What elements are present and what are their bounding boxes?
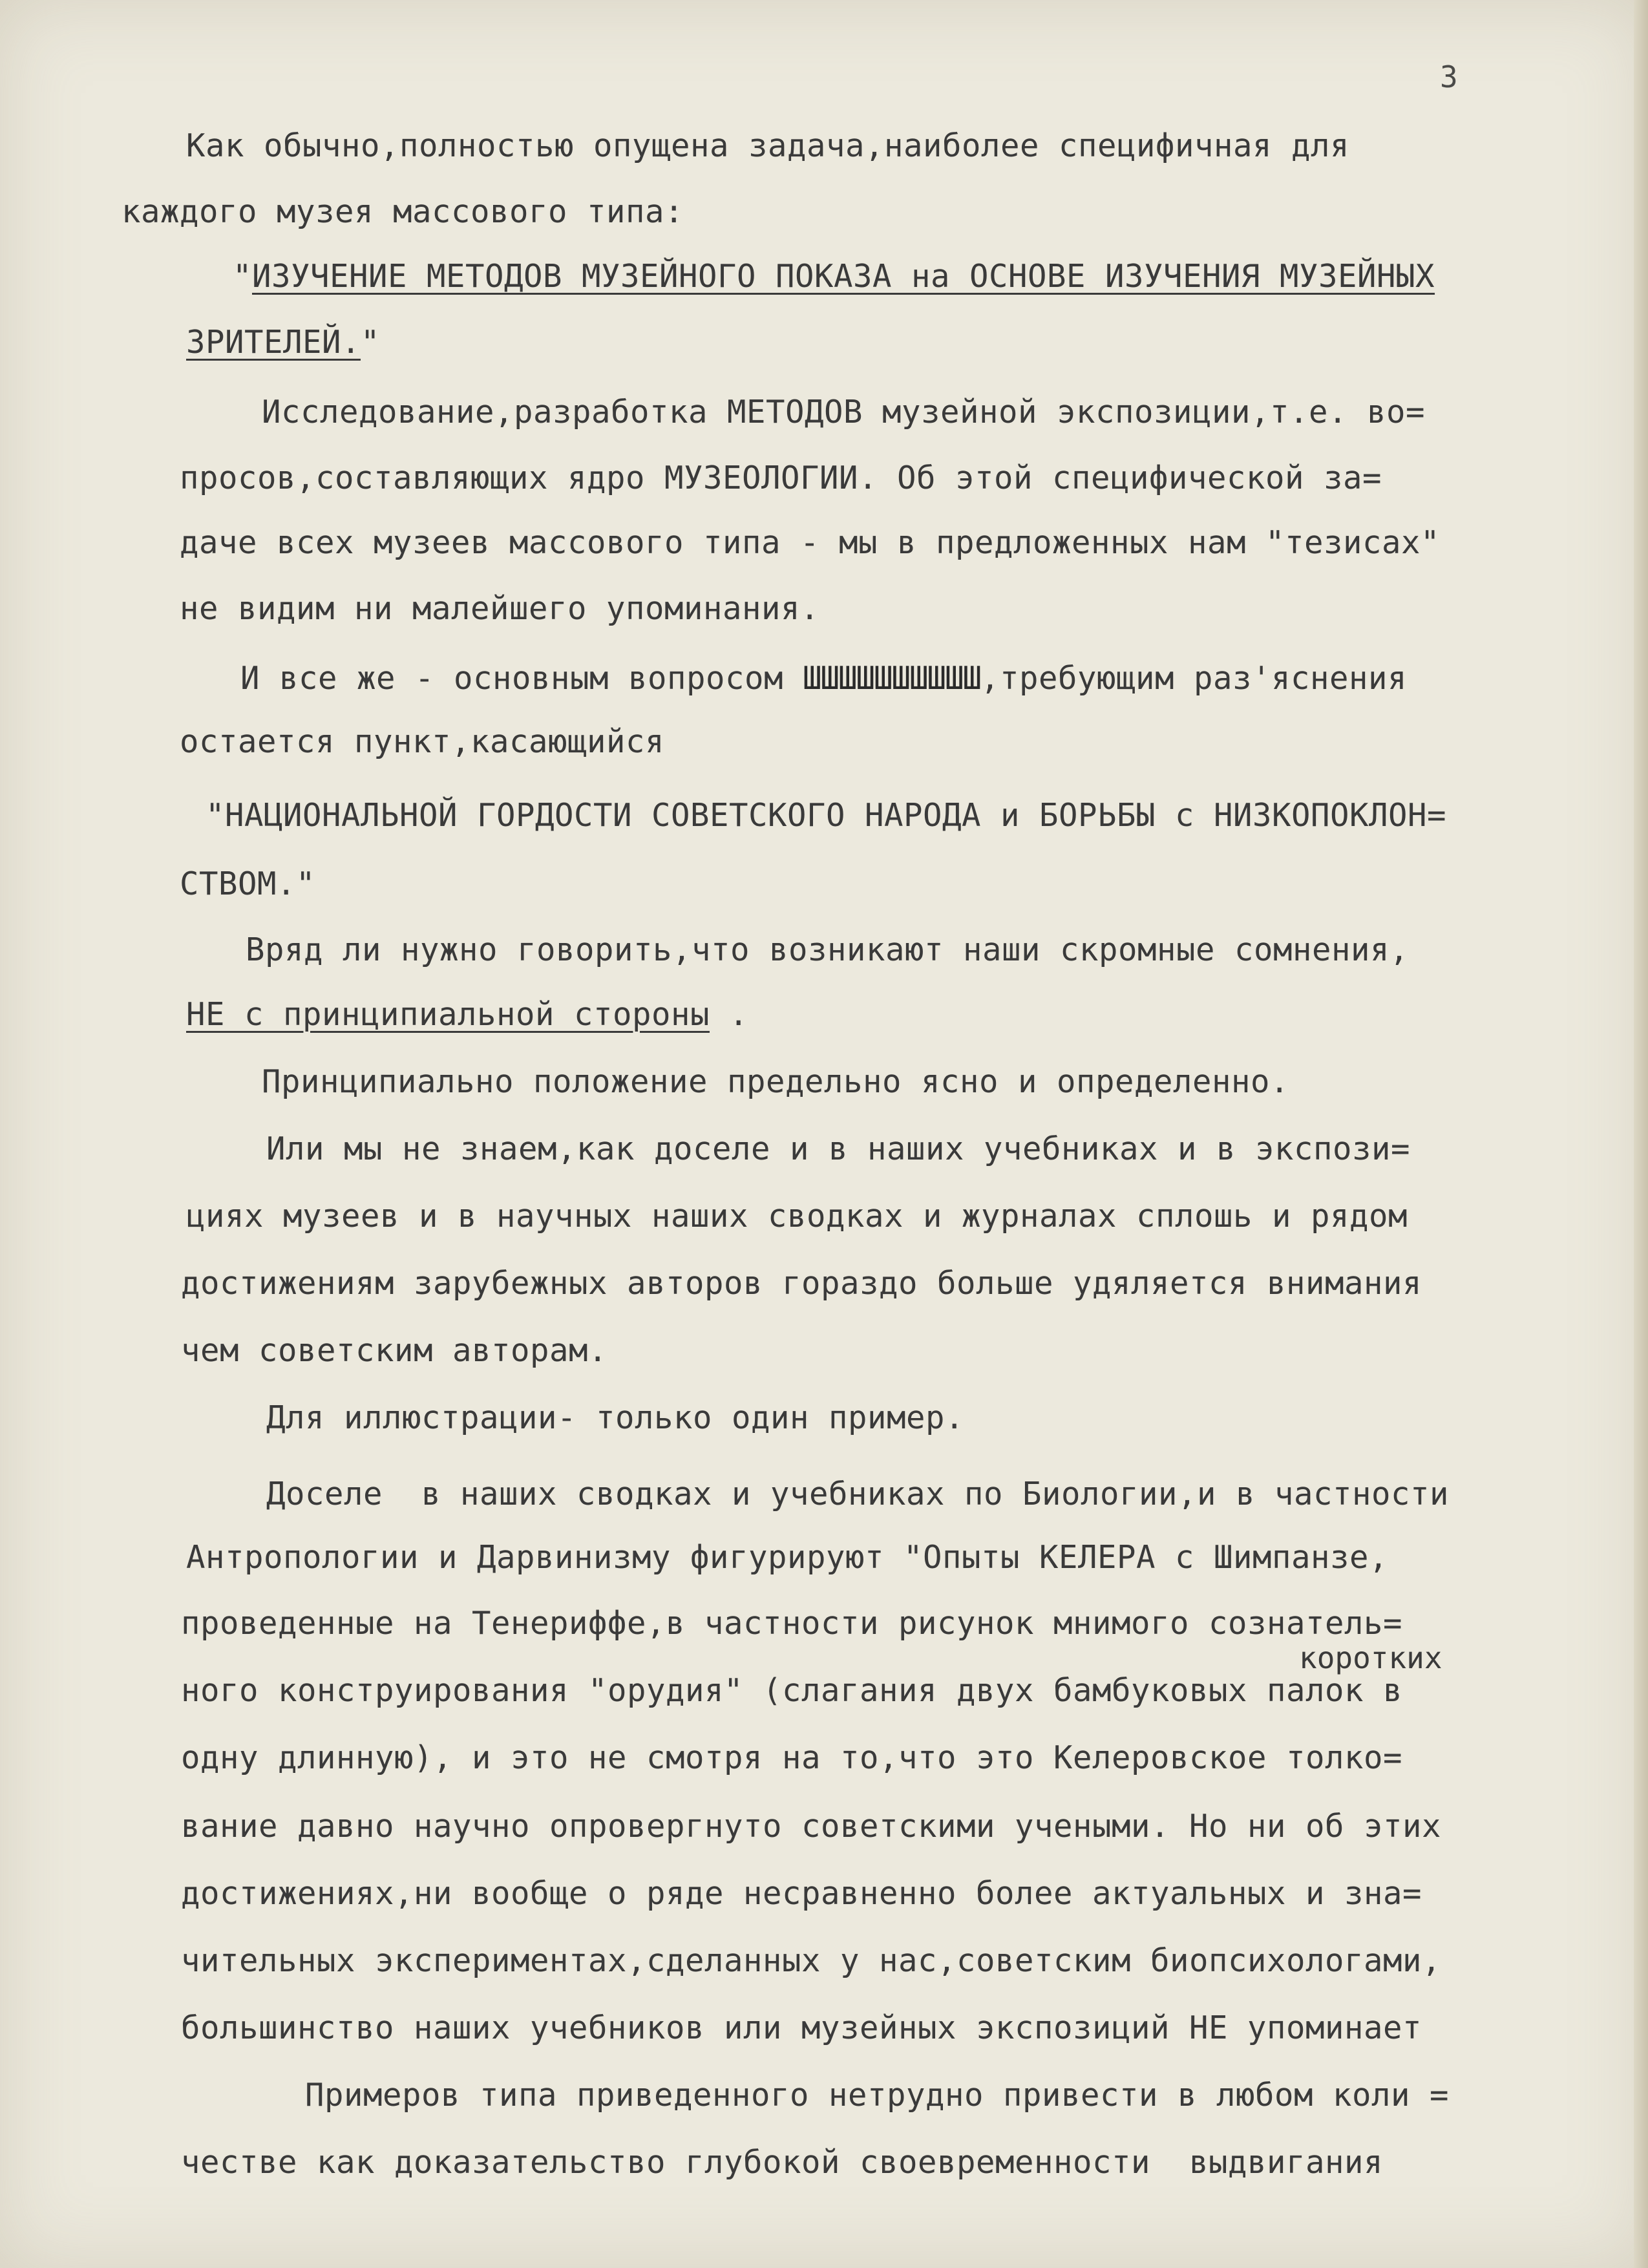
text-line: остается пункт,касающийся [180,723,665,760]
text-line: вание давно научно опровергнуто советскими учеными. Но ни об этих [181,1808,1442,1845]
text-line: циях музеев и в научных наших сводках и журналах сплошь и рядом [186,1198,1408,1235]
underlined-heading: ИЗУЧЕНИЕ МЕТОДОВ МУЗЕЙНОГО ПОКАЗА на ОСНОВЕ ИЗУЧЕНИЯ МУЗЕЙНЫХ [252,258,1435,295]
text-line: чем советским авторам. [181,1332,608,1369]
text-line: проведенные на Тенериффе,в частности рисунок мнимого сознатель= [181,1605,1403,1642]
text-line: Антропологии и Дарвинизму фигурируют "Опыты КЕЛЕРА с Шимпанзе, [186,1539,1389,1576]
text-line: большинство наших учебников или музейных экспозиций НЕ упоминает [181,2009,1422,2046]
text-line: НЕ с принципиальной стороны . [186,996,749,1033]
text-line: Исследование,разработка МЕТОДОВ музейной экспозиции,т.е. во= [262,394,1426,430]
text-line: Доселе в наших сводках и учебниках по Биологии,и в частности [266,1476,1450,1512]
struck-out-text: ШШШШШШШШШШ [803,660,981,697]
text-line: достижениям зарубежных авторов гораздо больше удяляется внимания [181,1265,1422,1302]
underlined-heading: ЗРИТЕЛЕЙ. [186,324,361,361]
text-line: Вряд ли нужно говорить,что возникают наши скромные сомнения, [246,931,1410,968]
text-line: ЗРИТЕЛЕЙ." [186,324,381,361]
text-line: ного конструирования "орудия" (слагания двух бамбуковых палок в [181,1672,1403,1709]
text-line: Принципиально положение предельно ясно и определенно. [262,1063,1290,1100]
text-line: Как обычно,полностью опущена задача,наиболее специфичная для [186,127,1350,164]
text-line: Для иллюстрации- только один пример. [266,1399,965,1436]
text-line: И все же - основным вопросом ШШШШШШШШШШ,требующим раз'яснения [240,660,1408,697]
text-line: "ИЗУЧЕНИЕ МЕТОДОВ МУЗЕЙНОГО ПОКАЗА на ОСНОВЕ ИЗУЧЕНИЯ МУЗЕЙНЫХ [233,258,1435,295]
text-line: Или мы не знаем,как доселе и в наших учебниках и в экспози= [266,1130,1411,1167]
page-number: 3 [1440,59,1458,94]
text-line: каждого музея массового типа: [121,193,684,230]
text-line: просов,составляющих ядро МУЗЕОЛОГИИ. Об этой специфической за= [180,460,1382,496]
text-line: достижениях,ни вообще о ряде несравненно более актуальных и зна= [181,1875,1422,1912]
text-line: СТВОМ." [180,865,316,902]
handwritten-insertion: коротких [1299,1640,1442,1675]
text-line: честве как доказательство глубокой своевременности выдвигания [181,2144,1384,2181]
page-edge [1634,0,1648,2268]
text-line: одну длинную), и это не смотря на то,что это Келеровское толко= [181,1739,1403,1776]
text-line: чительных экспериментах,сделанных у нас,советским биопсихологами, [181,1942,1442,1979]
text-line: даче всех музеев массового типа - мы в предложенных нам "тезисах" [180,524,1441,561]
text-line: "НАЦИОНАЛЬНОЙ ГОРДОСТИ СОВЕТСКОГО НАРОДА и БОРЬБЫ с НИЗКОПОКЛОН= [206,797,1447,834]
underlined-phrase: НЕ с принципиальной стороны [186,996,710,1033]
text-line: не видим ни малейшего упоминания. [180,590,820,627]
text-line: Примеров типа приведенного нетрудно привести в любом коли = [305,2077,1450,2114]
